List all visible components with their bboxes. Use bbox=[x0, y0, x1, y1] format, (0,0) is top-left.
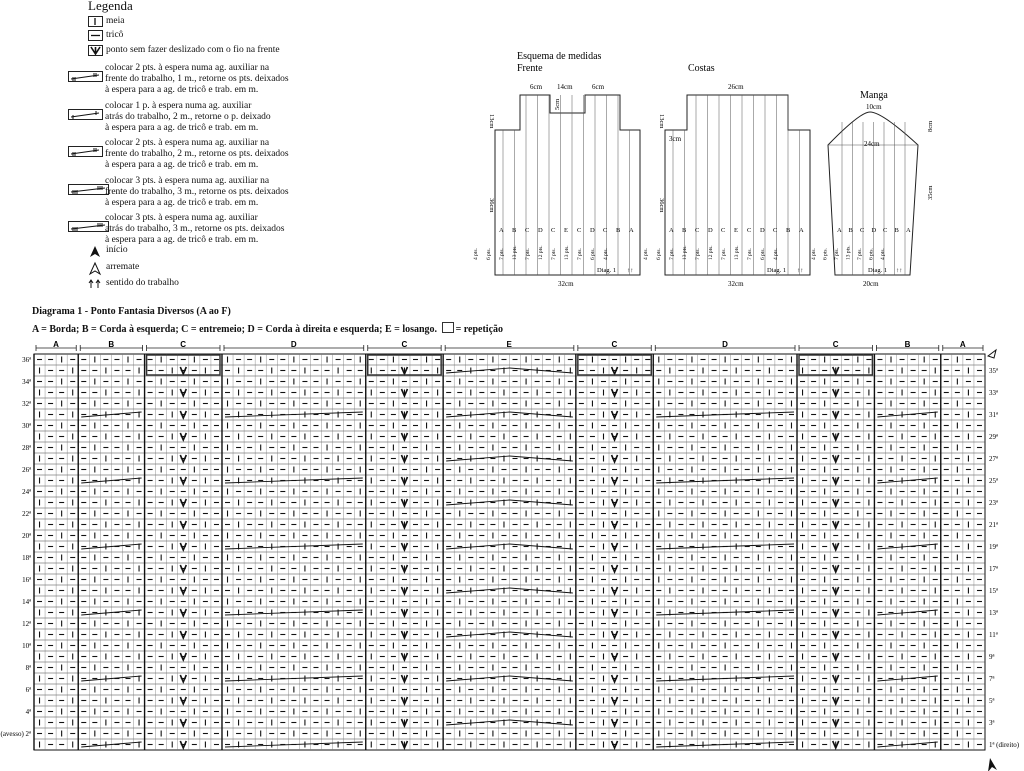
row-label-left: 30ª bbox=[22, 422, 31, 430]
front-panel-letter: C bbox=[551, 227, 556, 234]
legend-item-line: atrás do trabalho, 2 m., retorne o p. deixado bbox=[105, 112, 271, 122]
legend-item-line: à espera para a ag. de tricô e trab. em m. bbox=[105, 235, 259, 245]
back-panel-count: 7 pts. bbox=[747, 248, 753, 260]
repeat-box-icon bbox=[442, 322, 454, 333]
back-panel-letter: A bbox=[669, 227, 674, 234]
sleeve-piece bbox=[811, 103, 934, 288]
section-label: A bbox=[53, 340, 59, 349]
cable-cross-icon bbox=[656, 478, 794, 483]
front-panel-letter: E bbox=[564, 227, 568, 234]
sleeve-panel-letter: A bbox=[906, 227, 911, 234]
row-label-right: 1ª (direito) bbox=[989, 741, 1020, 749]
sleeve-panel-letter: D bbox=[871, 227, 877, 234]
row-label-right: 31ª bbox=[989, 411, 998, 419]
sleeve-width: 20cm bbox=[863, 280, 879, 288]
front-panel-letter: C bbox=[577, 227, 582, 234]
front-panel-letter: A bbox=[499, 227, 504, 234]
legend-item-line: colocar 1 p. à espera numa ag. auxiliar bbox=[105, 101, 252, 111]
legend-item-line: à espera para a ag. de tricô e trab. em m. bbox=[105, 85, 259, 95]
cable-3-3-front-icon bbox=[68, 184, 110, 198]
section-label: D bbox=[722, 340, 728, 349]
front-panel-letter: D bbox=[590, 227, 595, 234]
sleeve-panel-letter: B bbox=[848, 227, 853, 234]
front-panel-count: 13 pts. bbox=[512, 245, 518, 260]
row-label-right: 27ª bbox=[989, 455, 998, 463]
front-diag: Diag. 1 bbox=[597, 267, 617, 274]
row-label-left: 34ª bbox=[22, 378, 31, 386]
back-panel-letter: C bbox=[721, 227, 726, 234]
front-panel-letter: C bbox=[525, 227, 530, 234]
cable-cross-icon bbox=[656, 412, 794, 417]
section-label: C bbox=[401, 340, 408, 349]
back-panel-count: 4 pts. bbox=[773, 248, 779, 260]
cable-3-3-back-icon bbox=[68, 221, 110, 235]
sleeve-panel-letter: C bbox=[860, 227, 865, 234]
row-label-left: 16ª bbox=[22, 576, 31, 584]
row-label-left: 10ª bbox=[22, 642, 31, 650]
repeat-label: = repetição bbox=[455, 324, 504, 335]
cable-cross-icon bbox=[446, 676, 509, 681]
cable-cross-icon bbox=[446, 500, 509, 505]
front-panel-letter: D bbox=[538, 227, 543, 234]
sleeve-panel-letter: A bbox=[837, 227, 842, 234]
cable-cross-icon bbox=[225, 478, 363, 483]
front-panel-count: 7 pts. bbox=[499, 248, 505, 260]
cable-cross-icon bbox=[446, 632, 509, 637]
row-label-left: 12ª bbox=[22, 620, 31, 628]
front-panel-count: 7 pts. bbox=[525, 248, 531, 260]
section-label: C bbox=[611, 340, 618, 349]
cable-cross-icon bbox=[656, 544, 794, 549]
diagram-title: Diagrama 1 - Ponto Fantasia Diversos (A ao F) bbox=[32, 306, 231, 317]
row-label-right: 3ª bbox=[989, 719, 995, 727]
legend-item-line: colocar 3 pts. à espera numa ag. auxiliar na bbox=[105, 176, 270, 186]
sleeve-top: 10cm bbox=[866, 103, 882, 111]
sleeve-panel-count: 6 pts. bbox=[868, 248, 875, 260]
front-panel-count: 4 pts. bbox=[603, 248, 609, 260]
row-label-left: 8ª bbox=[25, 664, 31, 672]
row-label-right: 17ª bbox=[989, 565, 998, 573]
back-panel-letter: C bbox=[695, 227, 700, 234]
row-label-right: 21ª bbox=[989, 521, 998, 529]
front-panel-count: 7 pts. bbox=[577, 248, 583, 260]
cable-cross-icon bbox=[656, 676, 794, 681]
row-label-right: 5ª bbox=[989, 697, 995, 705]
cable-cross-icon bbox=[510, 676, 573, 681]
cable-cross-icon bbox=[446, 720, 509, 725]
row-label-left: 24ª bbox=[22, 488, 31, 496]
back-piece bbox=[643, 83, 810, 288]
cable-cross-icon bbox=[446, 544, 509, 549]
row-label-left: 14ª bbox=[22, 598, 31, 606]
sleeve-panel-count: 4 pts. bbox=[811, 248, 817, 260]
front-panel-count: 4 pts. bbox=[473, 248, 479, 260]
back-panel-count: 7 pts. bbox=[669, 248, 675, 260]
legend-item-line: colocar 2 pts. à espera numa ag. auxiliar na bbox=[105, 138, 270, 148]
cable-cross-icon bbox=[225, 676, 363, 681]
sleeve-panel-count: 4 pts. bbox=[880, 248, 886, 260]
row-label-right: 23ª bbox=[989, 499, 998, 507]
section-label: C bbox=[832, 340, 839, 349]
legend-title: Legenda bbox=[88, 0, 133, 13]
legend-item-line: colocar 2 pts. à espera numa ag. auxiliar na bbox=[105, 63, 270, 73]
section-label: D bbox=[290, 340, 297, 349]
back-panel-letter: C bbox=[747, 227, 752, 234]
legend-item-text: tricô bbox=[106, 30, 124, 40]
sleeve-panel-count: 7 pts. bbox=[834, 248, 840, 260]
stitch-chart bbox=[0, 340, 1024, 771]
cable-cross-icon bbox=[225, 412, 363, 417]
back-panel-count: 7 pts. bbox=[695, 248, 701, 260]
back-body-h: 36cm bbox=[658, 198, 665, 213]
start-arrow-icon bbox=[988, 758, 997, 771]
row-label-right: 33ª bbox=[989, 389, 998, 397]
front-panel-count: 13 pts. bbox=[564, 245, 570, 260]
back-width: 32cm bbox=[728, 280, 744, 288]
front-body-h: 36cm bbox=[488, 198, 495, 213]
front-panel-letter: B bbox=[616, 227, 621, 234]
sleeve-panel-count: 7 pts. bbox=[857, 248, 863, 260]
cable-cross-icon bbox=[446, 368, 509, 373]
legend-item-text: início bbox=[106, 245, 128, 255]
row-label-left: 22ª bbox=[22, 510, 31, 518]
row-label-right: 35ª bbox=[989, 367, 998, 375]
front-shoulder-h: 13cm bbox=[488, 114, 495, 129]
section-label: B bbox=[108, 340, 115, 349]
row-label-right: 7ª bbox=[989, 675, 995, 683]
row-label-left: 20ª bbox=[22, 532, 31, 540]
row-label-left: 26ª bbox=[22, 466, 31, 474]
cable-cross-icon bbox=[510, 412, 573, 417]
front-label: Frente bbox=[517, 63, 543, 74]
front-panel-count: 12 pts. bbox=[538, 245, 544, 260]
legend-item-text: sentido do trabalho bbox=[106, 278, 179, 288]
work-direction-icon: ↑↑ bbox=[797, 267, 804, 274]
cable-cross-icon bbox=[510, 368, 573, 373]
back-panel-letter: D bbox=[708, 227, 713, 234]
cable-cross-icon bbox=[656, 742, 794, 747]
row-label-left: 4ª bbox=[25, 708, 31, 716]
sleeve-panel-letter: B bbox=[894, 227, 899, 234]
schema-title: Esquema de medidas bbox=[517, 51, 602, 62]
back-panel-count: 12 pts. bbox=[708, 245, 714, 260]
row-label-right: 29ª bbox=[989, 433, 998, 441]
sleeve-label: Manga bbox=[860, 90, 888, 101]
front-panel-letter: A bbox=[629, 227, 634, 234]
back-shoulder-h: 13cm bbox=[658, 114, 665, 129]
cable-cross-icon bbox=[446, 588, 509, 593]
cable-cross-icon bbox=[225, 610, 363, 615]
row-label-left: 28ª bbox=[22, 444, 31, 452]
cable-cross-icon bbox=[510, 456, 573, 461]
row-label-left: 18ª bbox=[22, 554, 31, 562]
back-diag: Diag. 1 bbox=[767, 267, 787, 274]
cable-cross-icon bbox=[510, 544, 573, 549]
back-panel-letter: A bbox=[799, 227, 804, 234]
cable-cross-icon bbox=[510, 720, 573, 725]
row-label-right: 25ª bbox=[989, 477, 998, 485]
back-panel-count: 4 pts. bbox=[643, 248, 649, 260]
sleeve-body-h: 35cm bbox=[927, 185, 934, 200]
cable-cross-icon bbox=[510, 632, 573, 637]
legend-item-text bbox=[105, 63, 289, 96]
legend-item-line: frente do trabalho, 3 m., retorne os pts. deixados bbox=[105, 187, 289, 197]
cable-cross-icon bbox=[446, 412, 509, 417]
sleeve-mid: 24cm bbox=[864, 140, 880, 148]
legend-item-text bbox=[105, 213, 284, 246]
back-panel-letter: B bbox=[682, 227, 687, 234]
measurement-schema bbox=[470, 40, 934, 290]
row-label-right: 9ª bbox=[989, 653, 995, 661]
back-panel-count: 13 pts. bbox=[734, 245, 740, 260]
back-panel-count: 7 pts. bbox=[721, 248, 727, 260]
cable-2-2-front-icon bbox=[68, 146, 110, 160]
front-panel-count: 6 pts. bbox=[486, 248, 492, 260]
bind-off-arrow-icon bbox=[988, 350, 996, 358]
legend-item-line: frente do trabalho, 2 m., retorne os pts. deixados bbox=[105, 149, 289, 159]
front-neck-depth: 5cm bbox=[554, 98, 561, 110]
back-panel-count: 13 pts. bbox=[682, 245, 688, 260]
section-label: A bbox=[959, 340, 966, 349]
work-direction-icon: ↑↑ bbox=[896, 267, 903, 274]
cable-cross-icon bbox=[510, 500, 573, 505]
row-label-right: 11ª bbox=[989, 631, 998, 639]
row-label-right: 15ª bbox=[989, 587, 998, 595]
cable-2-1-front-icon bbox=[68, 71, 110, 85]
row-label-left: (avesso) 2ª bbox=[0, 730, 31, 738]
back-panel-letter: C bbox=[773, 227, 778, 234]
front-panel-letter: C bbox=[603, 227, 608, 234]
row-label-left: 32ª bbox=[22, 400, 31, 408]
row-label-right: 19ª bbox=[989, 543, 998, 551]
cable-cross-icon bbox=[446, 456, 509, 461]
sleeve-cap-h: 8cm bbox=[927, 120, 934, 132]
front-width: 32cm bbox=[558, 280, 574, 288]
back-panel-count: 6 pts. bbox=[760, 248, 766, 260]
front-top-left: 6cm bbox=[530, 83, 543, 91]
front-panel-letter: B bbox=[512, 227, 517, 234]
back-shoulder: 3cm bbox=[669, 135, 682, 143]
cable-cross-icon bbox=[510, 588, 573, 593]
row-label-left: 36ª bbox=[22, 356, 31, 364]
back-panel-count: 6 pts. bbox=[656, 248, 662, 260]
front-panel-count: 7 pts. bbox=[551, 248, 557, 260]
back-top: 26cm bbox=[728, 83, 744, 91]
row-label-right: 13ª bbox=[989, 609, 998, 617]
front-neck: 14cm bbox=[557, 83, 573, 91]
section-label: E bbox=[506, 340, 512, 349]
front-piece bbox=[473, 83, 640, 288]
work-direction-icon: ↑↑ bbox=[627, 267, 634, 274]
section-label: C bbox=[180, 340, 187, 349]
legend-item-line: colocar 3 pts. à espera numa ag. auxiliar bbox=[105, 213, 258, 223]
sleeve-panel-count: 6 pts. bbox=[822, 248, 829, 260]
legend-item-text: meia bbox=[106, 16, 125, 26]
sleeve-panel-count: 13 pts. bbox=[845, 245, 852, 260]
section-label: B bbox=[904, 340, 911, 349]
back-label: Costas bbox=[688, 63, 715, 74]
back-panel-letter: E bbox=[734, 227, 738, 234]
front-panel-count: 6 pts. bbox=[590, 248, 596, 260]
diagram-caption-text: A = Borda; B = Corda à esquerda; C = entremeio; D = Corda à direita e esquerda; E = losango. bbox=[32, 324, 438, 335]
front-top-right: 6cm bbox=[592, 83, 605, 91]
legend-item-text: arremate bbox=[106, 262, 140, 272]
legend-item-text bbox=[105, 176, 289, 209]
diagram-caption bbox=[32, 322, 503, 335]
legend-item-text bbox=[105, 138, 289, 171]
cable-cross-icon bbox=[656, 610, 794, 615]
cable-cross-icon bbox=[225, 742, 363, 747]
legend-item-line: à espera para a ag. de tricô e trab. em m. bbox=[105, 123, 259, 133]
legend-item-text bbox=[105, 101, 271, 134]
legend-item-line: à espera para a ag. de tricô e trab. em m. bbox=[105, 160, 259, 170]
back-panel-letter: B bbox=[786, 227, 791, 234]
sleeve-panel-letter: C bbox=[883, 227, 888, 234]
legend-item-line: atrás do trabalho, 3 m., retorne os pts. deixados bbox=[105, 224, 285, 234]
sleeve-diag: Diag. 1 bbox=[868, 267, 888, 274]
cable-cross-icon bbox=[225, 544, 363, 549]
legend-item-text: ponto sem fazer deslizado com o fio na frente bbox=[106, 45, 280, 55]
legend-item-line: frente do trabalho, 1 m., retorne os pts. deixados bbox=[105, 74, 289, 84]
back-panel-letter: D bbox=[760, 227, 765, 234]
row-label-left: 6ª bbox=[25, 686, 31, 694]
cable-1-2-back-icon bbox=[68, 109, 110, 123]
legend-item-line: à espera para a ag. de tricô e trab. em m. bbox=[105, 198, 259, 208]
